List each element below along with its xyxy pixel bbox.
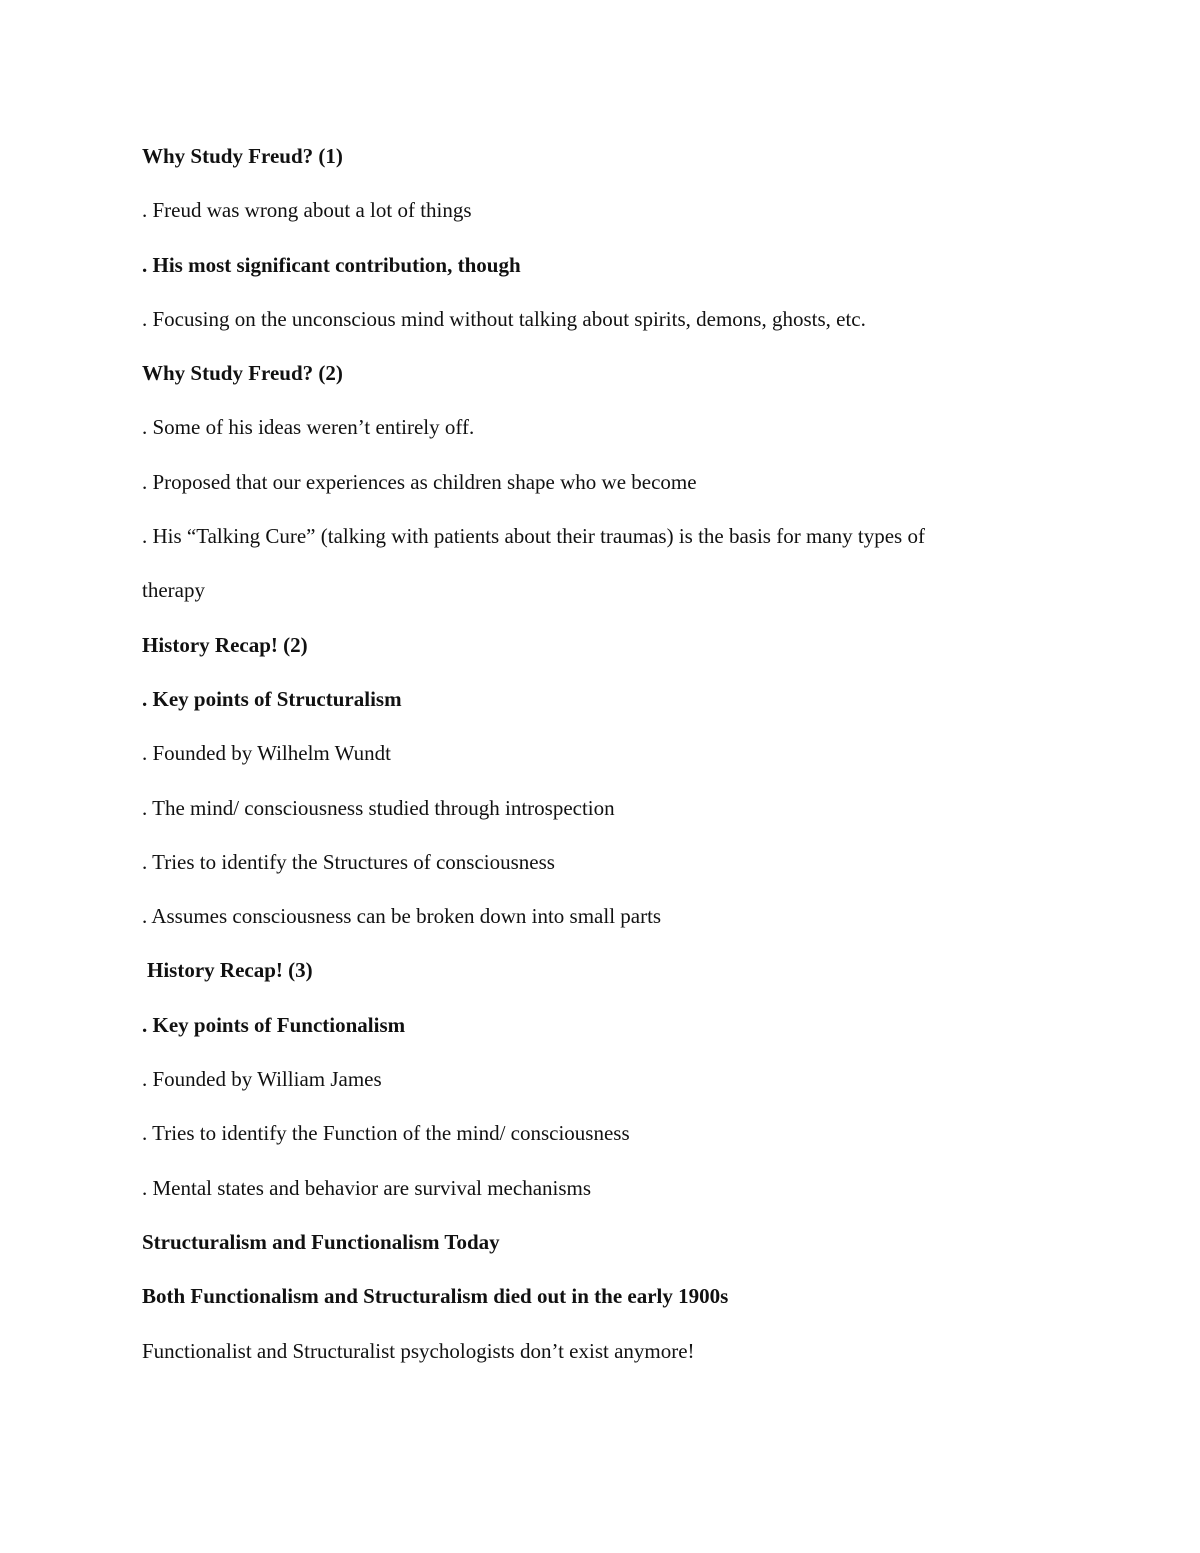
heading-history-recap-3: History Recap! (3) bbox=[147, 958, 313, 983]
statement-died-out: Both Functionalism and Structuralism died out in the early 1900s bbox=[142, 1284, 729, 1309]
bullet-key-points-structuralism: . Key points of Structuralism bbox=[142, 686, 402, 711]
bullet-introspection: . The mind/ consciousness studied through introspection bbox=[142, 795, 615, 820]
bullet-ideas-not-off: . Some of his ideas weren’t entirely off. bbox=[142, 415, 475, 440]
heading-why-study-freud-2: Why Study Freud? (2) bbox=[142, 361, 343, 386]
bullet-unconscious-mind: . Focusing on the unconscious mind without talking about spirits, demons, ghosts, etc. bbox=[142, 306, 866, 331]
bullet-most-significant-contribution: . His most significant contribution, though bbox=[142, 252, 521, 277]
heading-structuralism-functionalism-today: Structuralism and Functionalism Today bbox=[142, 1229, 500, 1254]
bullet-key-points-functionalism: . Key points of Functionalism bbox=[142, 1012, 406, 1037]
bullet-founded-wundt: . Founded by Wilhelm Wundt bbox=[142, 741, 391, 766]
bullet-freud-was-wrong: . Freud was wrong about a lot of things bbox=[142, 198, 472, 223]
bullet-function-of-mind: . Tries to identify the Function of the mind/ consciousness bbox=[142, 1121, 630, 1146]
bullet-structures-of-consciousness: . Tries to identify the Structures of consciousness bbox=[142, 849, 555, 874]
bullet-childhood-experiences: . Proposed that our experiences as children shape who we become bbox=[142, 469, 697, 494]
heading-why-study-freud-1: Why Study Freud? (1) bbox=[142, 144, 343, 168]
statement-dont-exist: Functionalist and Structuralist psychologists don’t exist anymore! bbox=[142, 1338, 695, 1363]
document-body bbox=[142, 140, 1082, 1389]
bullet-founded-james: . Founded by William James bbox=[142, 1067, 382, 1092]
bullet-talking-cure-continued: therapy bbox=[142, 578, 205, 603]
bullet-small-parts: . Assumes consciousness can be broken down into small parts bbox=[142, 904, 662, 929]
bullet-survival-mechanisms: . Mental states and behavior are survival mechanisms bbox=[142, 1175, 592, 1200]
bullet-talking-cure: . His “Talking Cure” (talking with patients about their traumas) is the basis for many types of bbox=[142, 524, 925, 549]
heading-history-recap-2: History Recap! (2) bbox=[142, 632, 308, 657]
